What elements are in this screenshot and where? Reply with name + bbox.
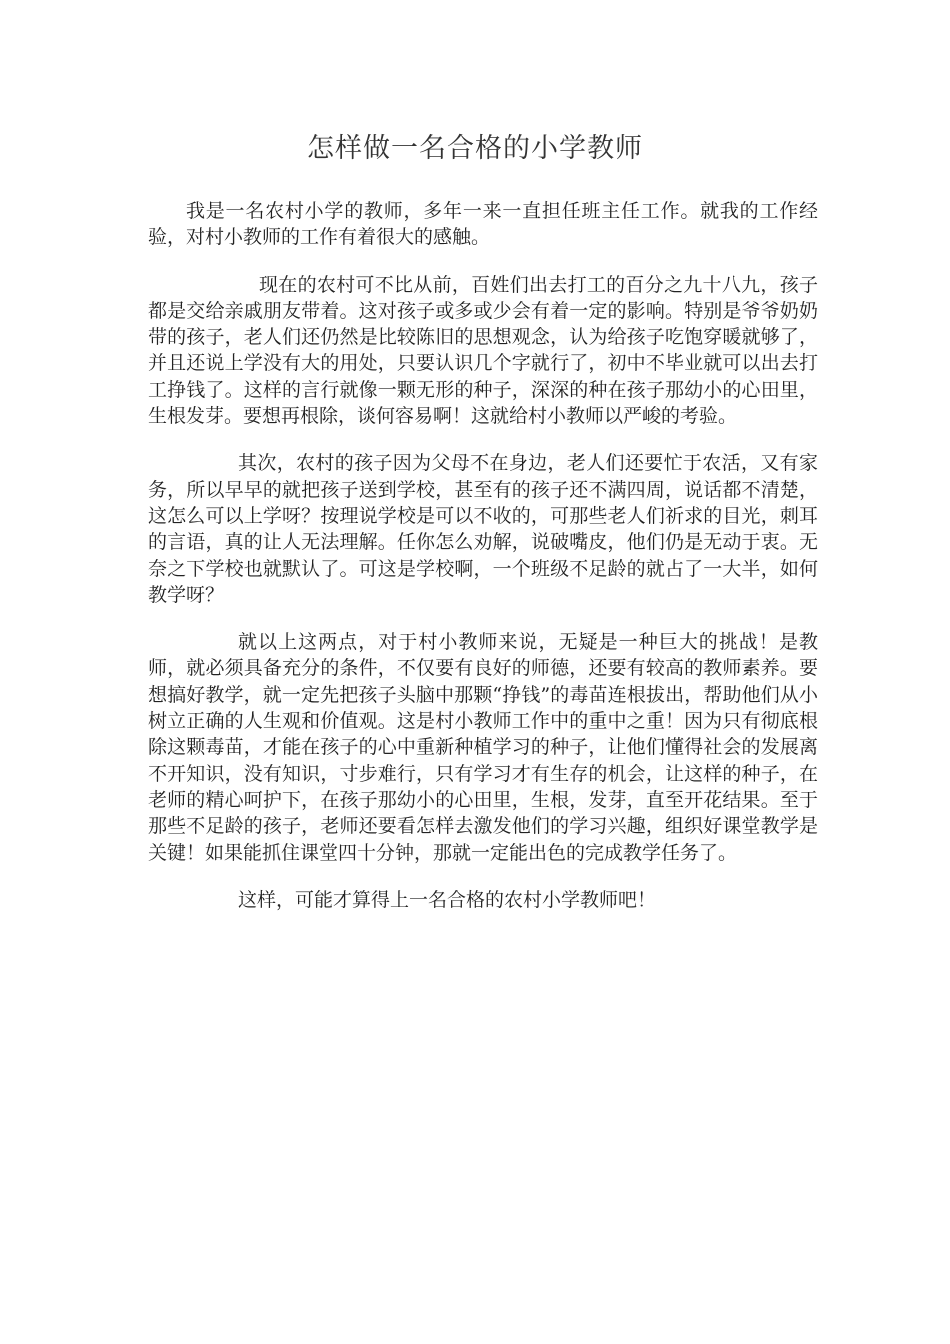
paragraph-rural-situation: 现在的农村可不比从前，百姓们出去打工的百分之九十八九，孩子都是交给亲戚朋友带着。这对孩子或多或少会有着一定的影响。特别是爷爷奶奶带的孩子，老人们还仍然是比较陈旧的思想观念，认为给孩子吃饱穿暖就够了，并且还说上学没有大的用处，只要认识几个字就行了，初中不毕业就可以出去打工挣钱了。这样的言行就像一颗无形的种子，深深的种在孩子那幼小的心田里，生根发芽。要想再根除，谈何容易啊！这就给村小教师以严峻的考验。: [148, 273, 818, 428]
document-title: 怎样做一名合格的小学教师: [307, 133, 643, 164]
document-body: [148, 198, 818, 934]
paragraph-teacher-challenge: 就以上这两点，对于村小教师来说，无疑是一种巨大的挑战！是教师，就必须具备充分的条件，不仅要有良好的师德，还要有较高的教师素养。要想搞好教学，就一定先把孩子头脑中那颗“挣钱”的毒苗连根拔出，帮助他们从小树立正确的人生观和价值观。这是村小教师工作中的重中之重！因为只有彻底根除这颗毒苗，才能在孩子的心中重新种植学习的种子，让他们懂得社会的发展离不开知识，没有知识，寸步难行，只有学习才有生存的机会，让这样的种子，在老师的精心呵护下，在孩子那幼小的心田里，生根，发芽，直至开花结果。至于那些不足龄的孩子，老师还要看怎样去激发他们的学习兴趣，组织好课堂教学是关键！如果能抓住课堂四十分钟，那就一定能出色的完成教学任务了。: [148, 631, 818, 864]
paragraph-underage-students: 其次，农村的孩子因为父母不在身边，老人们还要忙于农活，又有家务，所以早早的就把孩子送到学校，甚至有的孩子还不满四周，说话都不清楚，这怎么可以上学呀？按理说学校是可以不收的，可那些老人们祈求的目光，刺耳的言语，真的让人无法理解。任你怎么劝解，说破嘴皮，他们仍是无动于衷。无奈之下学校也就默认了。可这是学校啊，一个班级不足龄的就占了一大半，如何教学呀？: [148, 452, 818, 606]
paragraph-intro: 我是一名农村小学的教师，多年一来一直担任班主任工作。就我的工作经验，对村小教师的工作有着很大的感触。: [148, 200, 818, 249]
paragraph-conclusion: 这样，可能才算得上一名合格的农村小学教师吧！: [238, 888, 657, 911]
